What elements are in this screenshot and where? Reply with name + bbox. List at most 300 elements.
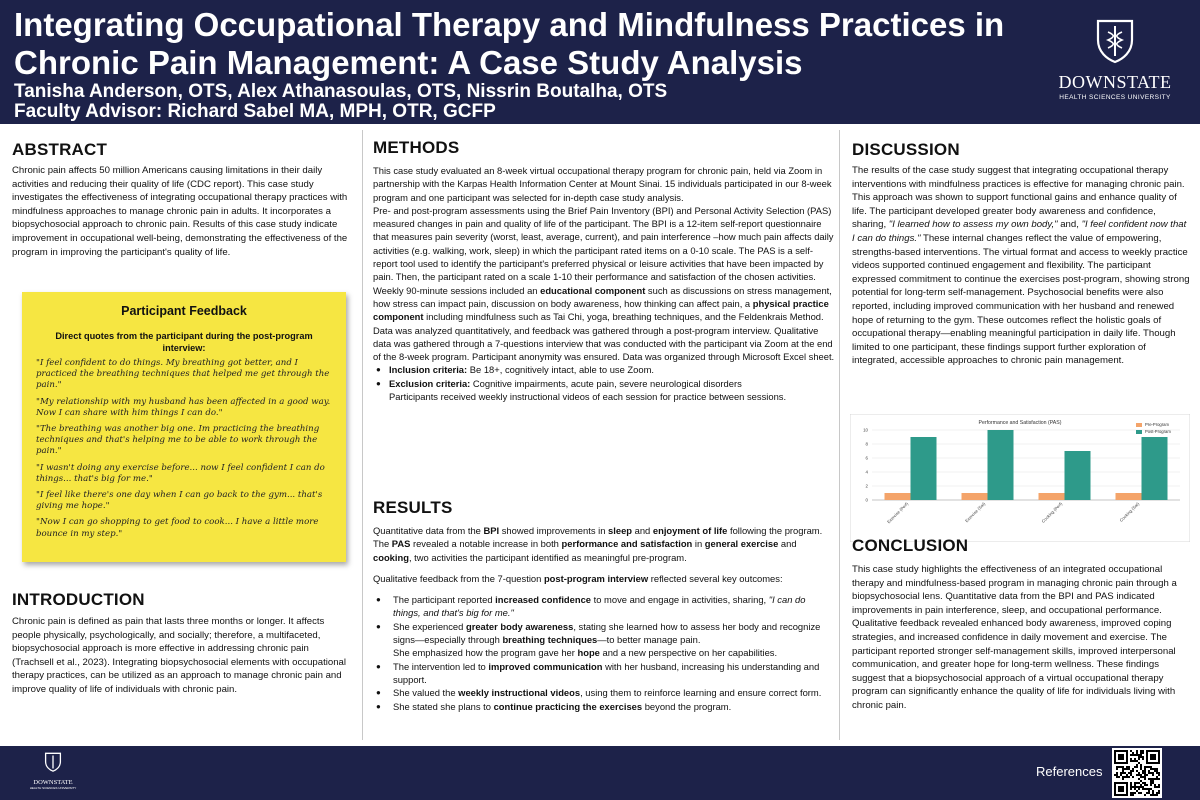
qr-module xyxy=(1142,776,1144,778)
qr-module xyxy=(1144,772,1146,774)
qr-module xyxy=(1130,782,1132,784)
qr-module xyxy=(1144,776,1146,778)
methods-paragraph: This case study evaluated an 8-week virtual occupational therapy program for chronic pain, held via Zoom in partnership with the Karpas Health Information Center at Mount Sinai. 15 individuals participated in our 8-week program and one participant was selected for in-depth case study analysis. xyxy=(373,165,832,203)
qr-module xyxy=(1134,792,1136,794)
qr-module xyxy=(1150,782,1152,784)
qr-module xyxy=(1148,790,1150,792)
inclusion-criteria xyxy=(373,363,835,376)
qr-module xyxy=(1138,778,1140,780)
introduction-text: Chronic pain is defined as pain that lasts three months or longer. It affects people physically, psychologically, and socially; therefore, a multifaceted, biopsychosocial approach is more effective in addressing chronic pain (Trachsell et al., 2023). Integrating biopsychosocial elements with occupational therapy practices, can be utilized as an approach to manage chronic pain and improve quality of life of individuals with chronic pain. xyxy=(12,616,347,695)
y-tick-label: 4 xyxy=(865,469,868,475)
qr-module xyxy=(1128,766,1130,768)
logo-name: DOWNSTATE xyxy=(1058,72,1172,92)
qr-module xyxy=(1132,776,1134,778)
qr-module xyxy=(1152,782,1154,784)
qr-module xyxy=(1122,766,1124,768)
qr-module xyxy=(1144,788,1146,790)
authors: Tanisha Anderson, OTS, Alex Athanasoulas, OTS, Nissrin Boutalha, OTS xyxy=(14,81,668,102)
text-run: showed improvements in xyxy=(499,525,609,536)
y-tick-label: 6 xyxy=(865,455,868,461)
qr-module xyxy=(1142,752,1144,754)
qr-module xyxy=(1132,786,1134,788)
quote-item: "I wasn't doing any exercise before... now I feel confident I can do things... that's big for me." xyxy=(36,462,325,484)
qr-module xyxy=(1132,754,1134,756)
qr-module xyxy=(1156,778,1158,780)
text-run: increased confidence xyxy=(495,594,592,606)
qr-module xyxy=(1142,770,1144,772)
qr-module xyxy=(1126,766,1128,768)
qr-module xyxy=(1156,772,1158,774)
qr-module xyxy=(1134,784,1136,786)
qr-module xyxy=(1156,786,1158,788)
qr-module xyxy=(1156,776,1158,778)
qr-module xyxy=(1136,766,1138,768)
text-run: sleep xyxy=(608,525,633,536)
qr-module xyxy=(1124,776,1126,778)
legend-label: Pre-Program xyxy=(1145,422,1169,427)
feedback-subtitle: Direct quotes from the participant during the post-program interview: xyxy=(55,331,313,353)
text-run: enjoyment of life xyxy=(652,525,728,536)
qr-module xyxy=(1146,766,1148,768)
qr-module xyxy=(1144,766,1146,768)
qr-module xyxy=(1146,784,1148,786)
poster-footer xyxy=(0,746,1200,800)
qr-module xyxy=(1158,784,1160,786)
qr-module xyxy=(1144,770,1146,772)
qr-module xyxy=(1116,766,1118,768)
qr-module xyxy=(1130,784,1132,786)
exclusion-criteria xyxy=(373,377,835,404)
bar-pre-program xyxy=(1116,493,1142,500)
qr-module xyxy=(1148,766,1150,768)
pas-bar-chart xyxy=(850,414,1190,542)
qr-module xyxy=(1150,784,1152,786)
qr-module xyxy=(1148,792,1150,794)
criteria-list xyxy=(373,363,835,403)
qr-module xyxy=(1130,788,1132,790)
feedback-title: Participant Feedback xyxy=(121,304,247,318)
quote-item: "I feel like there's one day when I can go back to the gym... that's giving me hope." xyxy=(36,490,323,512)
qr-module xyxy=(1158,772,1160,774)
qr-module xyxy=(1132,794,1134,796)
qr-module xyxy=(1128,776,1130,778)
text-run: continue practicing the exercises xyxy=(493,700,643,712)
qr-module xyxy=(1118,766,1120,768)
participant-feedback-note xyxy=(22,292,346,562)
qr-module xyxy=(1140,784,1142,786)
qr-module xyxy=(1114,774,1116,776)
text-run: and xyxy=(632,525,653,536)
text-run: The participant reported xyxy=(393,594,496,606)
qr-module xyxy=(1132,768,1134,770)
qr-module xyxy=(1132,752,1134,754)
qr-module xyxy=(1136,770,1138,772)
text-run: Be 18+, cognitively intact, able to use Zoom. xyxy=(467,364,654,376)
qr-module xyxy=(1144,784,1146,786)
qr-code-icon[interactable] xyxy=(1112,748,1162,798)
text-run: in xyxy=(692,538,705,550)
qr-module xyxy=(1150,754,1156,760)
text-run: , two activities the participant identified as meaningful pre-program. xyxy=(408,551,687,563)
qr-module xyxy=(1150,778,1152,780)
bar-pre-program xyxy=(962,493,988,500)
qr-module xyxy=(1132,792,1134,794)
conclusion-text: This case study highlights the effectiveness of an integrated occupational therapy and mindfulness-based program in managing chronic pain through a biopsychosocial lens. Quantitative data from the BPI and PAS indicated improvements in pain interference, sleep, and occupational performance. Qualitative feedback revealed enhanced body awareness, improved coping strategies, and increased confidence in daily movement and exercise. The participant reported stronger self-management skills, improved interpersonal communication, and greater hope for long-term wellness. These findings suggest that a biopsychosocial approach of a virtual occupational therapy program can significantly enhance the quality of life for individuals living with chronic pain. xyxy=(852,564,1177,711)
quote-item: "I feel confident to do things. My breathing got better, and I practiced the breathing techniques that helped me get through the pain." xyxy=(36,358,330,391)
legend-swatch xyxy=(1136,423,1142,427)
text-run: to move and engage in activities, sharing, xyxy=(591,594,769,606)
text-run: post-program interview xyxy=(543,572,649,584)
qr-module xyxy=(1144,778,1146,780)
results-list xyxy=(373,593,835,713)
shield-icon xyxy=(44,752,62,772)
qr-module xyxy=(1142,756,1144,758)
text-run: "I feel confident now that I can do things." xyxy=(852,219,1187,244)
qr-module xyxy=(1140,774,1142,776)
qr-module xyxy=(1152,790,1154,792)
legend-label: Post-Program xyxy=(1145,429,1171,434)
qr-module xyxy=(1140,766,1142,768)
qr-module xyxy=(1150,772,1152,774)
methods-paragraph: Pre- and post-program assessments using the Brief Pain Inventory (BPI) and Personal Activity Selection (PAS) measured changes in pain and quality of life of the participant. The BPI is a 12-item self-report questionnaire that measures pain severity (worst, least, average, current), and pain interference –how much pain affects daily activities (e.g. walking, work, sleep) in which the participant rated items on a 0-10 scale. The PAS is a self-report tool used to identify the participant's preferred physical or leisure activities that have been impacted by pain. Then, the participant rated on a scale 1-10 their performance and satisfaction of the chosen activities. xyxy=(373,204,834,283)
qr-module xyxy=(1138,786,1140,788)
text-run: general exercise xyxy=(704,538,779,550)
qr-module xyxy=(1126,768,1128,770)
text-run: BPI xyxy=(483,525,500,536)
qr-module xyxy=(1130,774,1132,776)
y-tick-label: 10 xyxy=(863,427,868,433)
middle-column xyxy=(362,130,840,740)
text-run: Participants received weekly instructional videos of each session for practice between sessions. xyxy=(389,391,787,403)
text-run: She stated she plans to xyxy=(393,700,494,712)
text-run: hope xyxy=(577,647,600,659)
qr-module xyxy=(1122,768,1124,770)
y-tick-label: 0 xyxy=(865,497,868,503)
text-run: These internal changes reflect the value of empowering, strengths-based interventions. The virtual format and access to weekly practice videos supported continued engagement and flexibility. The participant expressed commitment to continue the exercises post-program, showing strong potential for long-term self-management. Psychosocial benefits were also reported, including improved communication with her husband and renewed hope of returning to the gym. These outcomes reflect the holistic goals of occupational therapy—enabling meaningful participation in daily life. Though limited to one participant, these findings support further exploration of integrated, accessible approaches to chronic pain management. xyxy=(852,232,1190,367)
qr-module xyxy=(1136,786,1138,788)
qr-module xyxy=(1136,774,1138,776)
qr-module xyxy=(1120,774,1122,776)
qr-module xyxy=(1116,772,1118,774)
qr-module xyxy=(1140,786,1142,788)
qr-module xyxy=(1130,750,1132,752)
qr-module xyxy=(1152,774,1154,776)
result-item xyxy=(373,660,835,687)
qr-module xyxy=(1118,786,1124,792)
qr-module xyxy=(1146,788,1148,790)
text-run: —to better manage pain. xyxy=(597,634,701,646)
results-paragraph xyxy=(373,524,835,564)
qr-module xyxy=(1122,772,1124,774)
qr-module xyxy=(1140,752,1142,754)
qr-module xyxy=(1138,788,1140,790)
text-run: , stating she learned how to assess her body and recognize signs—especially through xyxy=(393,620,821,646)
qr-module xyxy=(1138,774,1140,776)
qr-module xyxy=(1130,794,1132,796)
bar-post-program xyxy=(1142,437,1168,500)
text-run: The results of the case study suggest that integrating occupational therapy interventions with mindfulness practices is effective for managing chronic pain. This approach was shown to support functional gains and enhance quality of life. The participant developed greater body awareness and confidence, sharing, xyxy=(852,165,1185,231)
qr-module xyxy=(1148,788,1150,790)
qr-module xyxy=(1154,768,1156,770)
qr-module xyxy=(1128,768,1130,770)
text-run: such as discussions on stress management, how stress can impact pain, discussion on body awareness, how thinking can affect pain, a xyxy=(373,284,832,309)
text-run: She valued the xyxy=(393,687,459,699)
qr-module xyxy=(1148,778,1150,780)
qr-module xyxy=(1138,756,1140,758)
qr-module xyxy=(1138,754,1140,756)
chart-title: Performance and Satisfaction (PAS) xyxy=(978,420,1062,426)
qr-module xyxy=(1142,758,1144,760)
qr-module xyxy=(1134,758,1136,760)
qr-module xyxy=(1136,760,1138,762)
qr-module xyxy=(1124,772,1126,774)
text-run: Qualitative feedback from the 7-question xyxy=(373,572,544,584)
discussion-heading: DISCUSSION xyxy=(852,140,960,159)
qr-module xyxy=(1144,794,1146,796)
qr-module xyxy=(1130,772,1132,774)
methods-text xyxy=(373,164,835,403)
text-run: Inclusion criteria: xyxy=(389,364,468,376)
text-run: weekly instructional videos xyxy=(458,687,581,699)
x-tick-label: Exercise (Sat) xyxy=(964,501,987,524)
qr-module xyxy=(1138,792,1140,794)
qr-module xyxy=(1148,772,1150,774)
qr-module xyxy=(1150,766,1152,768)
qr-module xyxy=(1130,792,1132,794)
qr-module xyxy=(1158,790,1160,792)
qr-module xyxy=(1120,772,1122,774)
qr-module xyxy=(1128,772,1130,774)
footer-logo-subtitle: HEALTH SCIENCES UNIVERSITY xyxy=(29,786,77,790)
text-run: Cognitive impairments, acute pain, severe neurological disorders xyxy=(470,377,742,389)
bar-post-program xyxy=(988,430,1014,500)
qr-module xyxy=(1156,792,1158,794)
text-run: The intervention led to xyxy=(393,660,489,672)
text-run: including mindfulness such as Tai Chi, yoga, breathing techniques, and the Feldenkrais Method. xyxy=(423,311,824,323)
qr-module xyxy=(1140,756,1142,758)
qr-module xyxy=(1144,774,1146,776)
qr-module xyxy=(1134,754,1136,756)
y-tick-label: 2 xyxy=(865,483,868,489)
text-run: educational component xyxy=(540,284,646,296)
text-run: beyond the program. xyxy=(642,700,732,712)
results-paragraph xyxy=(373,572,835,585)
downstate-logo xyxy=(1050,18,1180,101)
text-run: PAS xyxy=(391,538,411,550)
methods-heading: METHODS xyxy=(373,138,460,157)
text-run: physical practice component xyxy=(373,297,829,323)
qr-module xyxy=(1142,750,1144,752)
results-heading: RESULTS xyxy=(373,498,453,517)
qr-module xyxy=(1146,774,1148,776)
text-run: greater body awareness xyxy=(465,620,574,632)
qr-module xyxy=(1132,760,1134,762)
text-run: and, xyxy=(1057,219,1082,231)
text-run: performance and satisfaction xyxy=(561,538,693,550)
text-run: improved communication xyxy=(488,660,603,672)
qr-module xyxy=(1142,788,1144,790)
qr-module xyxy=(1158,774,1160,776)
qr-module xyxy=(1134,760,1136,762)
legend-swatch xyxy=(1136,430,1142,434)
results-text xyxy=(373,524,835,713)
poster-header xyxy=(0,0,1200,124)
qr-module xyxy=(1152,794,1154,796)
qr-module xyxy=(1150,794,1152,796)
qr-module xyxy=(1136,752,1138,754)
qr-module xyxy=(1136,754,1138,756)
qr-module xyxy=(1116,768,1118,770)
qr-module xyxy=(1142,786,1144,788)
text-run: Weekly 90-minute sessions included an xyxy=(373,284,541,296)
qr-module xyxy=(1144,768,1146,770)
qr-module xyxy=(1142,782,1144,784)
logo-subtitle: HEALTH SCIENCES UNIVERSITY xyxy=(1059,94,1171,101)
text-run: and xyxy=(778,538,797,550)
qr-module xyxy=(1122,770,1124,772)
text-run: reflected several key outcomes: xyxy=(648,572,783,584)
qr-module xyxy=(1158,786,1160,788)
x-tick-label: Cooking (Sat) xyxy=(1118,501,1141,523)
quote-item: "Now I can go shopping to get food to cook... I have a little more bounce in my step." xyxy=(36,517,319,539)
qr-module xyxy=(1116,776,1118,778)
qr-module xyxy=(1134,782,1136,784)
qr-module xyxy=(1136,764,1138,766)
qr-module xyxy=(1158,792,1160,794)
conclusion-heading: CONCLUSION xyxy=(852,536,969,555)
abstract-text: Chronic pain affects 50 million Americans causing limitations in their daily activities and reducing their quality of life (CDC report). This case study investigates the effectiveness of integrating occupational therapy practices with mindfulness approaches to manage chronic pain in adults. It incorporates a biopsychosocial approach to chronic pain. Results of this case study indicate improvement in occupational well-being, demonstrating the effectiveness of the program in improving the participant's quality of life. xyxy=(12,165,348,258)
qr-module xyxy=(1152,772,1154,774)
result-item xyxy=(373,686,835,699)
text-run: , using them to reinforce learning and ensure correct form. xyxy=(580,687,822,699)
qr-module xyxy=(1150,768,1152,770)
qr-module xyxy=(1152,780,1154,782)
footer-logo-name: DOWNSTATE xyxy=(33,779,73,786)
left-column xyxy=(0,124,358,746)
text-run: Quantitative data from the xyxy=(373,525,484,536)
bar-pre-program xyxy=(885,493,911,500)
right-column xyxy=(842,124,1200,746)
x-tick-label: Cooking (Perf) xyxy=(1040,501,1064,524)
qr-module xyxy=(1138,762,1140,764)
qr-module xyxy=(1146,792,1148,794)
text-run: "I can do things, and that's big for me." xyxy=(393,594,806,619)
qr-module xyxy=(1130,786,1132,788)
qr-module xyxy=(1132,770,1134,772)
text-run: and a new perspective on her capabilities. xyxy=(599,647,778,659)
qr-module xyxy=(1156,770,1158,772)
result-item xyxy=(373,700,835,713)
qr-module xyxy=(1130,754,1132,756)
poster-title: Integrating Occupational Therapy and Mindfulness Practices in Chronic Pain Management: A Case Study Analysis xyxy=(14,6,1005,81)
qr-module xyxy=(1150,780,1152,782)
qr-module xyxy=(1142,772,1144,774)
text-run: Exclusion criteria: xyxy=(389,377,471,389)
qr-module xyxy=(1140,776,1142,778)
qr-module xyxy=(1140,780,1142,782)
qr-module xyxy=(1134,788,1136,790)
footer-logo xyxy=(28,752,78,790)
text-run: "I learned how to assess my own body," xyxy=(888,219,1058,231)
qr-module xyxy=(1150,788,1152,790)
methods-paragraph: Data was analyzed quantitatively, and feedback was gathered through a post-program interview. Qualitative data was gathered through a 7-questions interview that was conducted with the participant via Zoom at the end of the 8-week program. Participant anonymity was ensured. Data was organized through Microsoft Excel sheet. xyxy=(373,324,835,363)
bar-post-program xyxy=(1065,451,1091,500)
qr-module xyxy=(1122,776,1124,778)
qr-module xyxy=(1140,768,1142,770)
qr-module xyxy=(1154,786,1156,788)
y-tick-label: 8 xyxy=(865,441,868,447)
qr-module xyxy=(1136,782,1138,784)
qr-module xyxy=(1118,754,1124,760)
qr-module xyxy=(1140,750,1142,752)
text-run: following the program. The xyxy=(373,525,823,550)
text-run: breathing techniques xyxy=(502,634,598,646)
qr-module xyxy=(1122,778,1124,780)
qr-module xyxy=(1152,768,1154,770)
qr-module xyxy=(1134,786,1136,788)
qr-module xyxy=(1154,778,1156,780)
qr-module xyxy=(1140,764,1142,766)
qr-module xyxy=(1134,766,1136,768)
qr-module xyxy=(1116,774,1118,776)
qr-module xyxy=(1138,772,1140,774)
qr-module xyxy=(1156,768,1158,770)
text-run: revealed a notable increase in both xyxy=(410,538,562,550)
quote-item: "My relationship with my husband has been affected in a good way. Now I can share with him things I can do." xyxy=(36,396,331,418)
faculty-advisor: Faculty Advisor: Richard Sabel MA, MPH, OTR, GCFP xyxy=(14,101,496,122)
qr-module xyxy=(1148,770,1150,772)
quote-item: "The breathing was another big one. Im practicing the breathing techniques and that's helping me to be able to work through the pain." xyxy=(36,424,320,457)
qr-module xyxy=(1152,778,1154,780)
abstract-heading: ABSTRACT xyxy=(12,140,108,159)
shield-icon xyxy=(1095,18,1135,64)
references-label: References xyxy=(1036,764,1103,779)
bar-post-program xyxy=(911,437,937,500)
qr-module xyxy=(1136,790,1138,792)
introduction-heading: INTRODUCTION xyxy=(12,590,145,609)
qr-module xyxy=(1152,792,1154,794)
result-item xyxy=(373,593,835,620)
qr-module xyxy=(1136,750,1138,752)
qr-module xyxy=(1124,768,1126,770)
qr-module xyxy=(1140,754,1142,756)
qr-module xyxy=(1154,784,1156,786)
methods-paragraph xyxy=(373,284,835,324)
qr-module xyxy=(1156,794,1158,796)
text-run: She emphasized how the program gave her xyxy=(393,647,578,659)
text-run: cooking xyxy=(373,551,409,563)
text-run: She experienced xyxy=(393,620,466,632)
qr-module xyxy=(1154,770,1156,772)
result-item xyxy=(373,620,835,660)
bar-pre-program xyxy=(1039,493,1065,500)
qr-module xyxy=(1130,758,1132,760)
x-tick-label: Exercise (Perf) xyxy=(886,501,910,525)
qr-module xyxy=(1138,782,1140,784)
qr-module xyxy=(1154,794,1156,796)
qr-module xyxy=(1140,792,1142,794)
discussion-text xyxy=(852,164,1190,368)
qr-module xyxy=(1120,766,1122,768)
qr-module xyxy=(1138,758,1140,760)
qr-module xyxy=(1118,776,1120,778)
text-run: with her husband, increasing his understanding and support. xyxy=(393,660,820,685)
qr-module xyxy=(1126,774,1128,776)
quote-list xyxy=(36,358,338,545)
qr-module xyxy=(1158,778,1160,780)
qr-module xyxy=(1144,782,1146,784)
qr-module xyxy=(1126,776,1128,778)
